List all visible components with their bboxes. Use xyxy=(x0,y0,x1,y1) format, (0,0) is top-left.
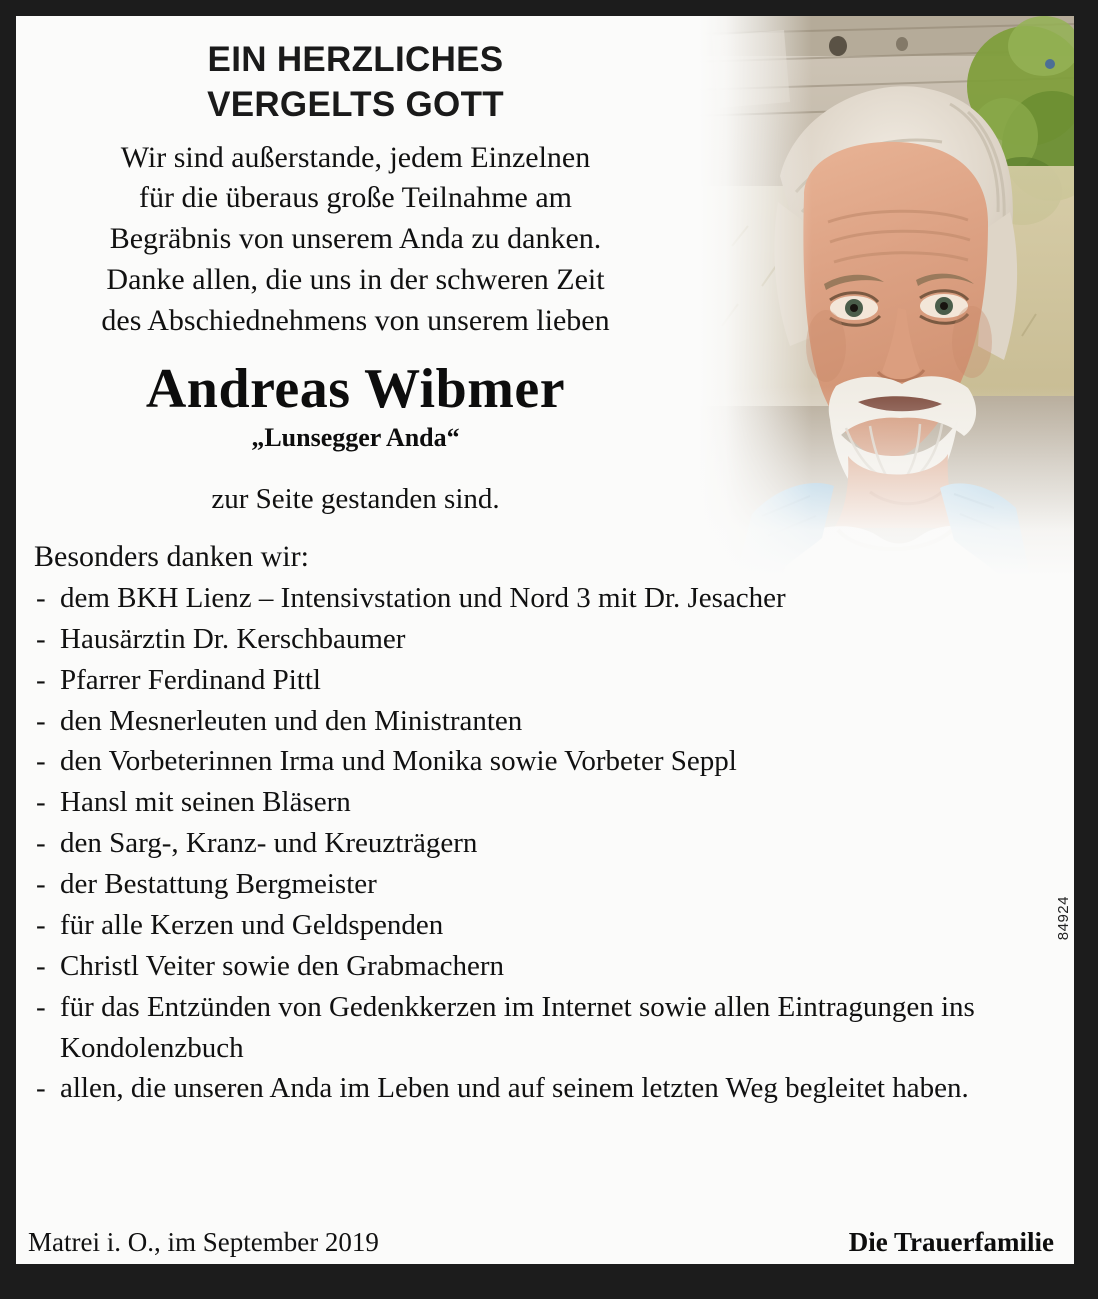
family-signature: Die Trauerfamilie xyxy=(848,1227,1054,1257)
thanks-item: - den Mesnerleuten und den Ministranten xyxy=(34,701,1060,742)
notice-content xyxy=(16,16,1074,1264)
intro-paragraph xyxy=(28,138,683,342)
intro-line: Begräbnis von unserem Anda zu danken. xyxy=(109,222,602,256)
intro-line: Danke allen, die uns in der schweren Zeit xyxy=(106,262,605,296)
thanks-item: - den Sarg-, Kranz- und Kreuzträgern xyxy=(34,823,1060,864)
intro-line: für die überaus große Teilnahme am xyxy=(138,181,573,215)
headline-line-2: VERGELTS GOTT xyxy=(207,84,504,124)
thanks-item: - für das Entzünden von Gedenkkerzen im Internet sowie allen Eintragungen ins Kondolenzbuch xyxy=(34,987,1060,1069)
thanks-list xyxy=(28,578,1060,1109)
thanks-item: - Hansl mit seinen Bläsern xyxy=(34,782,1060,823)
deceased-nickname: „Lunsegger Anda“ xyxy=(251,422,460,452)
intro-line: Wir sind außerstande, jedem Einzelnen xyxy=(120,140,591,174)
thanks-item: - Pfarrer Ferdinand Pittl xyxy=(34,660,1060,701)
thanks-item: - Christl Veiter sowie den Grabmachern xyxy=(34,946,1060,987)
closing-line: zur Seite gestanden sind. xyxy=(211,482,500,515)
intro-line: des Abschiednehmens von unserem lieben xyxy=(101,303,610,337)
deceased-name: Andreas Wibmer xyxy=(145,357,566,420)
thanks-item: - für alle Kerzen und Geldspenden xyxy=(34,905,1060,946)
thanks-item: - allen, die unseren Anda im Leben und auf seinem letzten Weg begleitet haben. xyxy=(34,1068,1060,1109)
notice-paper xyxy=(16,16,1074,1264)
reference-code: 84924 xyxy=(1055,896,1072,941)
headline-line-1: EIN HERZLICHES xyxy=(207,40,504,79)
thanks-item: - der Bestattung Bergmeister xyxy=(34,864,1060,905)
thanks-item: - den Vorbeterinnen Irma und Monika sowie Vorbeter Seppl xyxy=(34,741,1060,782)
thanks-item: - Hausärztin Dr. Kerschbaumer xyxy=(34,619,1060,660)
thanks-item: - dem BKH Lienz – Intensivstation und Nord 3 mit Dr. Jesacher xyxy=(34,578,1060,619)
thanks-header: Besonders danken wir: xyxy=(34,539,309,573)
notice-footer xyxy=(28,1227,1060,1258)
place-and-date: Matrei i. O., im September 2019 xyxy=(28,1227,379,1257)
headline xyxy=(28,16,683,128)
